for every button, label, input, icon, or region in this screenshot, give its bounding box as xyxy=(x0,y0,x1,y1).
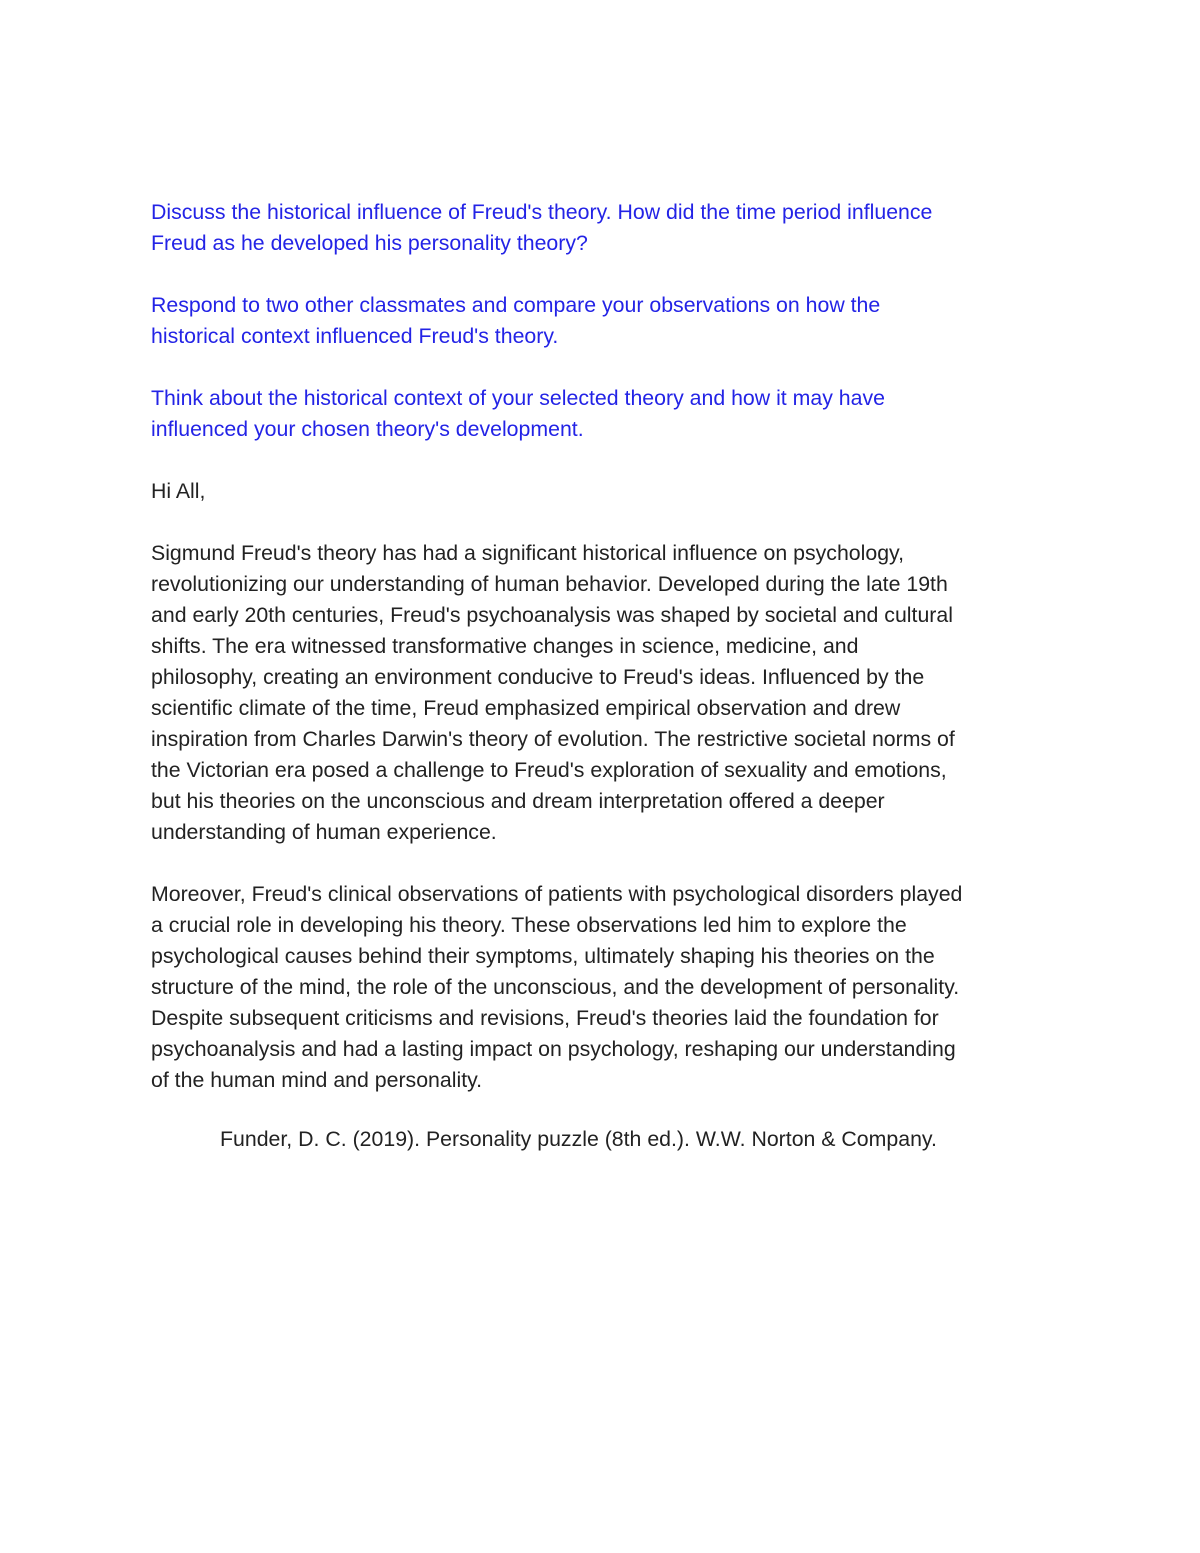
text-line: understanding of human experience. xyxy=(151,820,497,844)
text-line: inspiration from Charles Darwin's theory of evolution. The restrictive societal norms of xyxy=(151,727,955,751)
text-line: Sigmund Freud's theory has had a significant historical influence on psychology, xyxy=(151,541,905,565)
citation-text: Funder, D. C. (2019). Personality puzzle (8th ed.). W.W. Norton & Company. xyxy=(220,1127,937,1151)
text-line: Moreover, Freud's clinical observations of patients with psychological disorders played xyxy=(151,882,963,906)
text-line: philosophy, creating an environment conducive to Freud's ideas. Influenced by the xyxy=(151,665,925,689)
text-line: of the human mind and personality. xyxy=(151,1068,483,1092)
greeting-text: Hi All, xyxy=(151,479,206,503)
text-line: structure of the mind, the role of the unconscious, and the development of personality. xyxy=(151,975,960,999)
text-line: and early 20th centuries, Freud's psychoanalysis was shaped by societal and cultural xyxy=(151,603,953,627)
greeting xyxy=(151,476,1071,507)
text-line: Discuss the historical influence of Freud's theory. How did the time period influence xyxy=(151,200,933,224)
text-line: shifts. The era witnessed transformative changes in science, medicine, and xyxy=(151,634,859,658)
text-line: influenced your chosen theory's development. xyxy=(151,417,584,441)
text-line: the Victorian era posed a challenge to Freud's exploration of sexuality and emotions, xyxy=(151,758,947,782)
citation xyxy=(151,1124,1071,1155)
text-line: psychoanalysis and had a lasting impact on psychology, reshaping our understanding xyxy=(151,1037,956,1061)
text-line: psychological causes behind their symptoms, ultimately shaping his theories on the xyxy=(151,944,935,968)
text-line: Think about the historical context of your selected theory and how it may have xyxy=(151,386,885,410)
body-paragraph-2 xyxy=(151,879,1071,1096)
prompt-paragraph-2 xyxy=(151,290,1071,352)
text-line: a crucial role in developing his theory. These observations led him to explore the xyxy=(151,913,907,937)
text-line: revolutionizing our understanding of human behavior. Developed during the late 19th xyxy=(151,572,948,596)
text-line: but his theories on the unconscious and dream interpretation offered a deeper xyxy=(151,789,885,813)
text-line: historical context influenced Freud's theory. xyxy=(151,324,559,348)
body-paragraph-1 xyxy=(151,538,1071,848)
text-line: Freud as he developed his personality theory? xyxy=(151,231,588,255)
prompt-paragraph-3 xyxy=(151,383,1071,445)
prompt-paragraph-1 xyxy=(151,197,1071,259)
document-page xyxy=(151,197,1071,1186)
text-line: Despite subsequent criticisms and revisions, Freud's theories laid the foundation for xyxy=(151,1006,939,1030)
text-line: scientific climate of the time, Freud emphasized empirical observation and drew xyxy=(151,696,901,720)
text-line: Respond to two other classmates and compare your observations on how the xyxy=(151,293,881,317)
